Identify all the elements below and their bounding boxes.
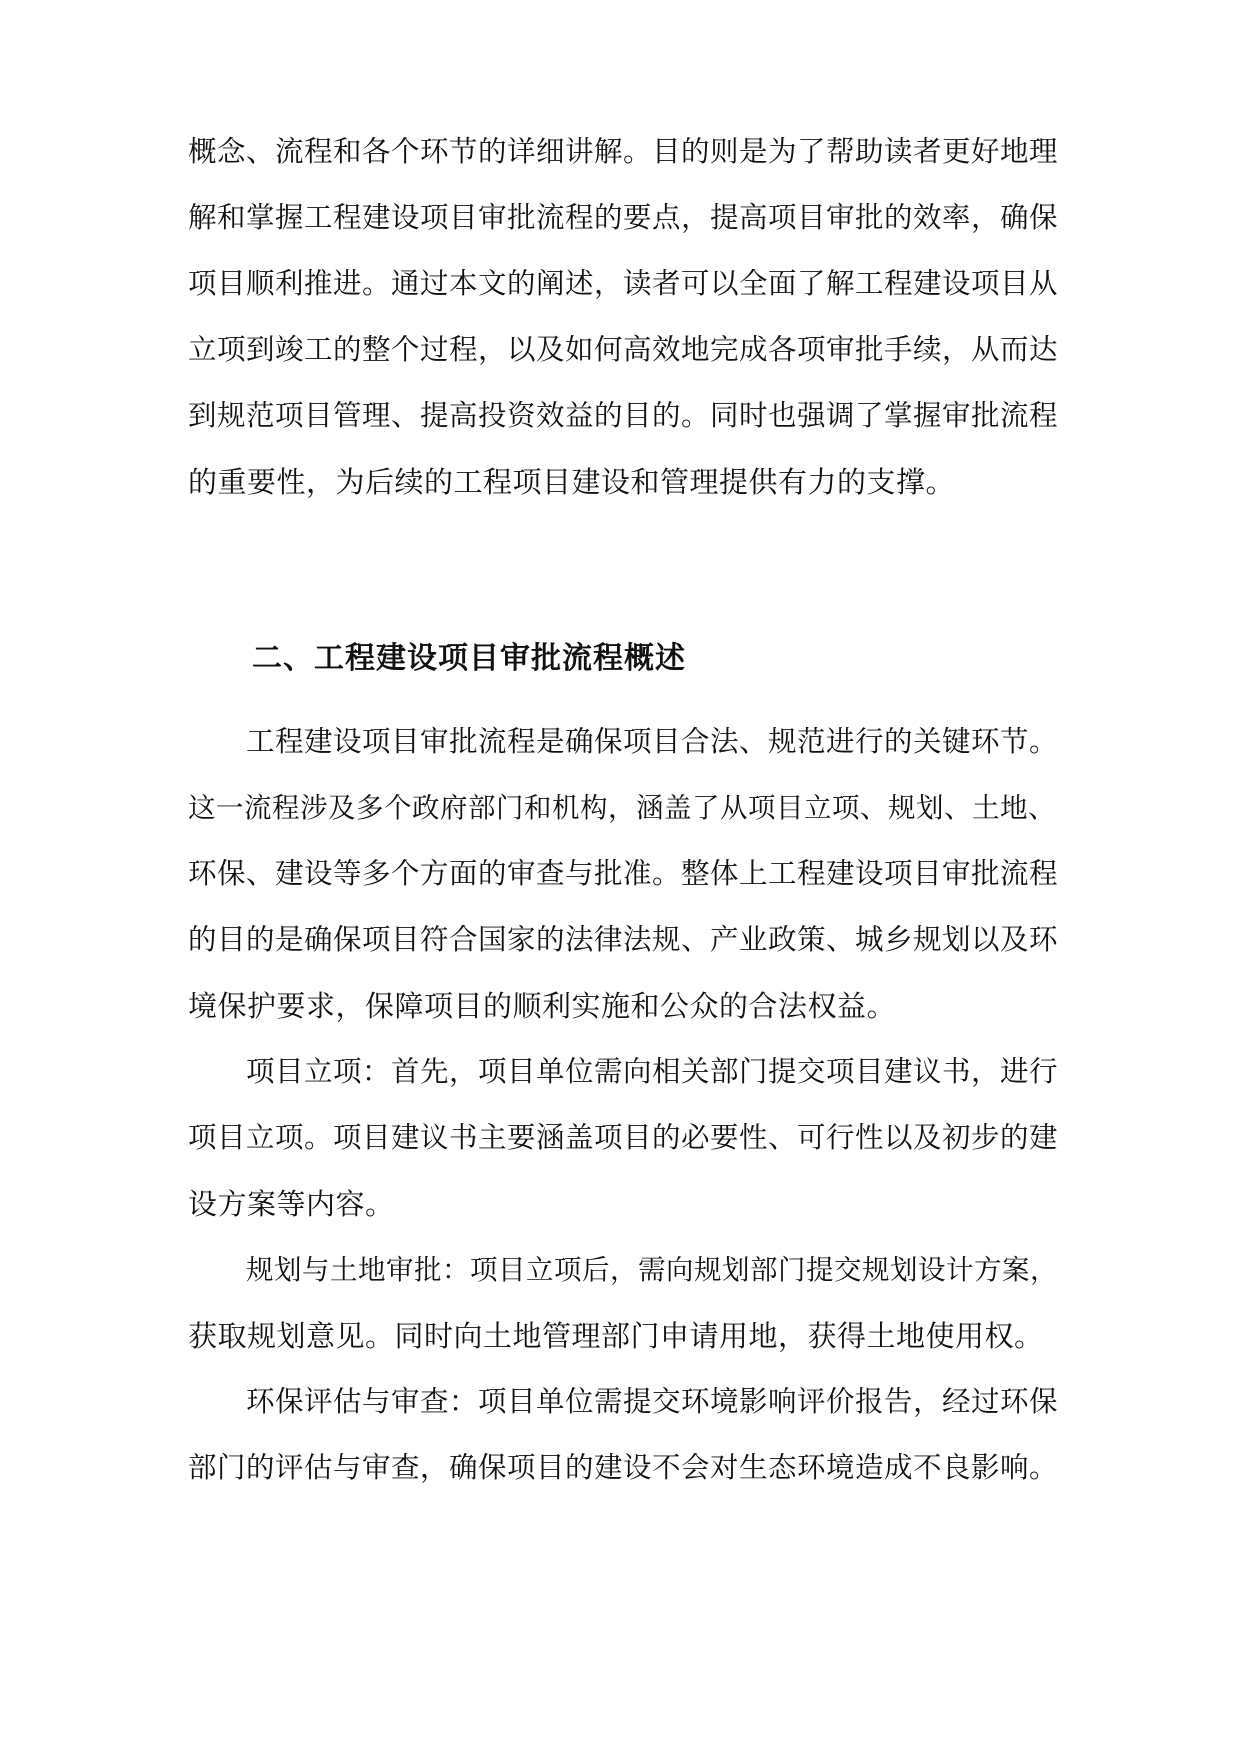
paragraph3-line-1: 规划与土地审批：项目立项后，需向规划部门提交规划设计方案，: [246, 1254, 1058, 1286]
paragraph4-line-1: 环保评估与审查：项目单位需提交环境影响评价报告，经过环保: [246, 1385, 1059, 1418]
paragraph1-line-2: 这一流程涉及多个政府部门和机构，涵盖了从项目立项、规划、土地、: [188, 792, 1056, 824]
paragraph2-line-2: 项目立项。项目建议书主要涵盖项目的必要性、可行性以及初步的建: [188, 1121, 1059, 1154]
paragraph1-line-4: 的目的是确保项目符合国家的法律法规、产业政策、城乡规划以及环: [188, 923, 1059, 956]
section-heading: 二、工程建设项目审批流程概述: [252, 641, 686, 676]
intro-line-2: 解和掌握工程建设项目审批流程的要点，提高项目审批的效率，确保: [188, 201, 1059, 234]
intro-line-3: 项目顺利推进。通过本文的阐述，读者可以全面了解工程建设项目从: [188, 267, 1059, 300]
paragraph2-line-3: 设方案等内容。: [188, 1187, 395, 1221]
paragraph4-line-2: 部门的评估与审查，确保项目的建设不会对生态环境造成不良影响。: [188, 1451, 1059, 1484]
paragraph3-line-2: 获取规划意见。同时向土地管理部门申请用地，获得土地使用权。: [188, 1319, 1044, 1353]
paragraph1-line-1: 工程建设项目审批流程是确保项目合法、规范进行的关键环节。: [246, 725, 1059, 758]
intro-line-1: 概念、流程和各个环节的详细讲解。目的则是为了帮助读者更好地理: [188, 135, 1059, 168]
intro-line-5: 到规范项目管理、提高投资效益的目的。同时也强调了掌握审批流程: [188, 399, 1059, 432]
intro-line-4: 立项到竣工的整个过程，以及如何高效地完成各项审批手续，从而达: [188, 333, 1059, 366]
paragraph1-line-5: 境保护要求，保障项目的顺利实施和公众的合法权益。: [188, 989, 897, 1023]
intro-line-6: 的重要性，为后续的工程项目建设和管理提供有力的支撑。: [188, 465, 956, 499]
paragraph2-line-1: 项目立项：首先，项目单位需向相关部门提交项目建议书，进行: [246, 1055, 1059, 1088]
paragraph1-line-3: 环保、建设等多个方面的审查与批准。整体上工程建设项目审批流程: [188, 857, 1059, 890]
